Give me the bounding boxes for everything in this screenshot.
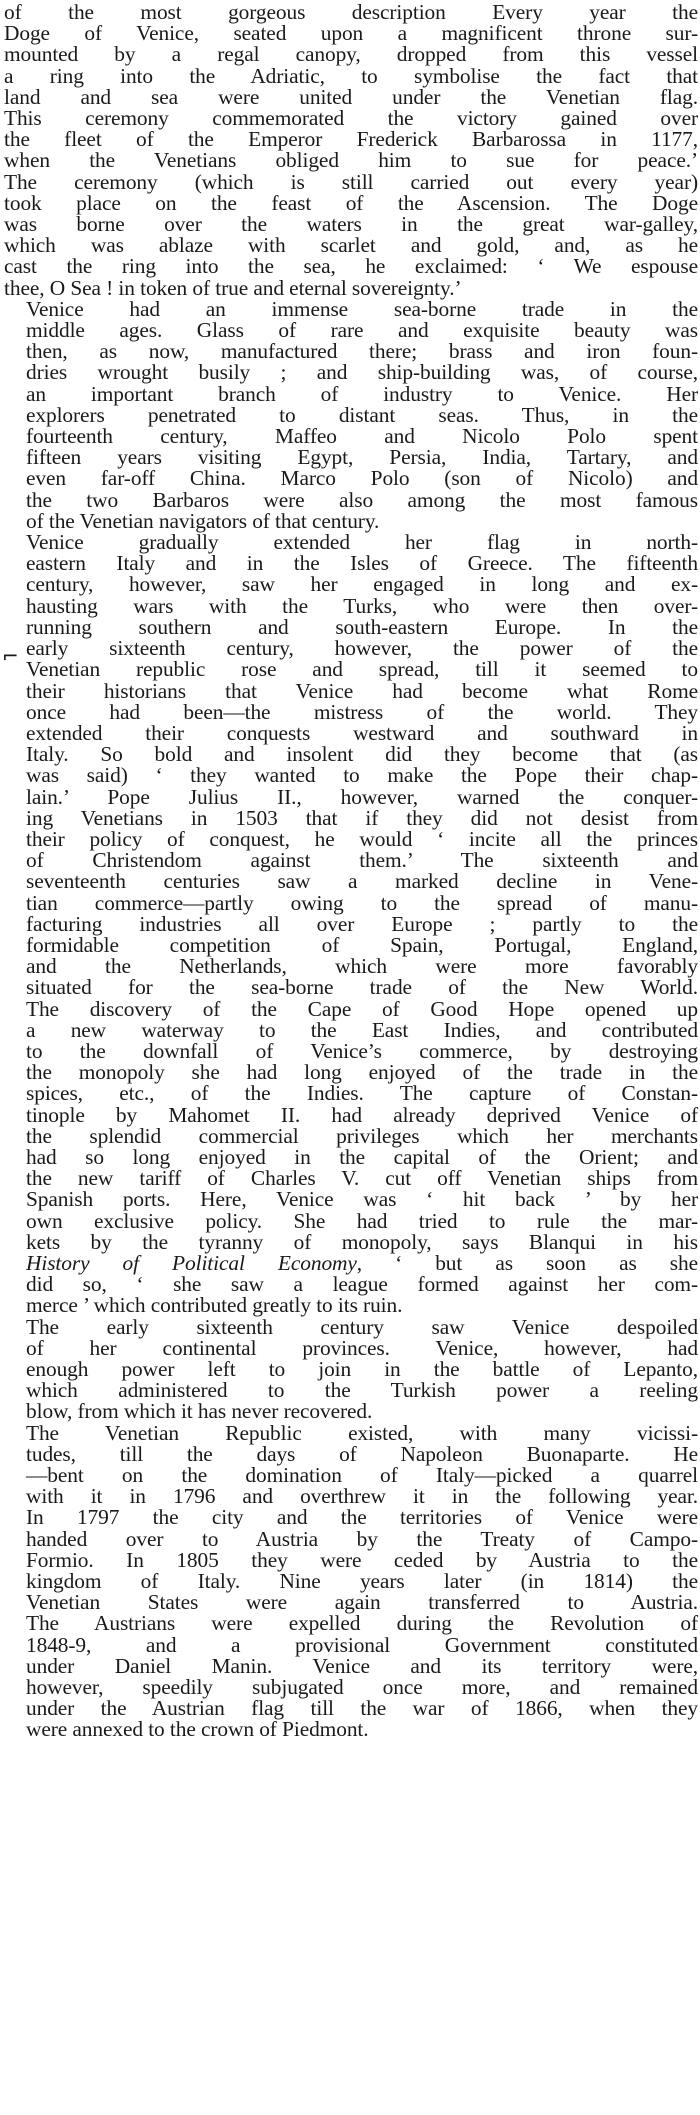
text-line: Venice gradually extended her flag in north- (26, 530, 698, 555)
text-line: The Venetian Republic existed, with many vicissi- (26, 1420, 698, 1445)
text-line: their historians that Venice had become what Rome (26, 678, 698, 703)
text-line: land and sea were united under the Venetian flag. (4, 84, 698, 109)
text-line: Doge of Venice, seated upon a magnificent throne sur- (4, 21, 698, 46)
text-line: facturing industries all over Europe ; partly to the (26, 911, 698, 936)
text-line: The ceremony (which is still carried out every year) (4, 169, 698, 194)
text-line: century, however, saw her engaged in long and ex- (26, 572, 698, 597)
book-title: History of Political Economy (26, 1250, 357, 1275)
text-line: of Christendom against them.’ The sixteenth and (26, 848, 698, 873)
text-line: The early sixteenth century saw Venice despoiled (26, 1314, 698, 1339)
text-line: Venetian States were again transferred to Austria. (26, 1590, 698, 1615)
text-line: the fleet of the Emperor Frederick Barbarossa in 1177, (4, 127, 698, 152)
text-line: the monopoly she had long enjoyed of the trade in the (26, 1060, 698, 1085)
text-line: ing Venetians in 1503 that if they did not desist from (26, 805, 698, 830)
text-line: fourteenth century, Maffeo and Nicolo Polo spent (26, 424, 698, 449)
text-line: enough power left to join in the battle of Lepanto, (26, 1357, 698, 1381)
text-line: lain.’ Pope Julius II., however, warned the conquer- (26, 784, 698, 809)
text-line: explorers penetrated to distant seas. Thus, in the (26, 402, 698, 427)
text-line: Venetian republic rose and spread, till it seemed to (26, 657, 698, 682)
text-line: own exclusive policy. She had tried to rule the mar- (26, 1208, 698, 1233)
text-line: seventeenth centuries saw a marked decline in Vene- (26, 869, 698, 894)
text-line: mounted by a regal canopy, dropped from this vessel (4, 42, 698, 67)
text-line: formidable competition of Spain, Portugal, England, (26, 932, 698, 957)
text-line: 1848-9, and a provisional Government constituted (26, 1632, 698, 1657)
text-line: handed over to Austria by the Treaty of Campo- (26, 1526, 698, 1551)
text-line: then, as now, manufactured there; brass and iron foun- (26, 339, 698, 364)
text-line: Formio. In 1805 they were ceded by Austria to the (26, 1547, 698, 1572)
text-line: took place on the feast of the Ascension. The Doge (4, 190, 698, 215)
text-line: hausting wars with the Turks, who were then over- (26, 593, 698, 618)
text-line: tinople by Mahomet II. had already deprived Venice of (26, 1102, 698, 1127)
margin-pencil-mark: ⌐ (2, 644, 19, 668)
text-line: the two Barbaros were also among the most famous (26, 487, 698, 512)
text-line: spices, etc., of the Indies. The capture of Constan- (26, 1081, 698, 1106)
text-line: a new waterway to the East Indies, and contributed (26, 1017, 698, 1042)
text-line: with it in 1796 and overthrew it in the following year. (26, 1484, 698, 1509)
text-line: Venice had an immense sea-borne trade in the (26, 296, 698, 321)
text-line: Spanish ports. Here, Venice was ‘ hit back ’ by her (26, 1187, 698, 1212)
paragraph (4, 1314, 698, 1424)
text-line: This ceremony commemorated the victory gained over (4, 106, 698, 131)
text-line: Italy. So bold and insolent did they become that (as (26, 742, 698, 767)
text-line: was said) ‘ they wanted to make the Pope their chap- (26, 763, 698, 788)
text-line: did so, ‘ she saw a league formed against her com- (26, 1272, 698, 1297)
paragraph (4, 296, 698, 533)
text-line: —bent on the domination of Italy—picked a quarrel (26, 1463, 698, 1488)
text-line: fifteen years visiting Egypt, Persia, India, Tartary, and (26, 445, 698, 470)
text-line: The Austrians were expelled during the Revolution of (26, 1611, 698, 1636)
text-line: The discovery of the Cape of Good Hope opened up (26, 996, 698, 1021)
paragraph (4, 1420, 698, 1742)
text-line: to the downfall of Venice’s commerce, by destroying (26, 1038, 698, 1063)
text-line: situated for the sea-borne trade of the New World. (26, 975, 698, 1000)
text-line: of the Venetian navigators of that century. (26, 508, 380, 533)
text-line: their policy of conquest, he would ‘ incite all the princes (26, 826, 698, 851)
text-line: running southern and south-eastern Europe. In the (26, 614, 698, 639)
text-line: of the most gorgeous description Every year the (4, 0, 698, 24)
text-line: thee, O Sea ! in token of true and eternal sovereignty.’ (4, 275, 462, 300)
text-line: History of Political Economy, ‘ but as soon as she (26, 1250, 698, 1275)
text-line: extended their conquests westward and southward in (26, 720, 698, 745)
text-line: however, speedily subjugated once more, and remained (26, 1675, 698, 1700)
text-column (4, 2, 698, 1741)
text-line: of her continental provinces. Venice, however, had (26, 1335, 698, 1360)
text-line: tian commerce—partly owing to the spread of manu- (26, 890, 698, 915)
text-line: were annexed to the crown of Piedmont. (26, 1717, 369, 1742)
text-line: the splendid commercial privileges which her merchants (26, 1123, 698, 1148)
text-line: was borne over the waters in the great war-galley, (4, 212, 698, 237)
text-line: kingdom of Italy. Nine years later (in 1814) the (26, 1569, 698, 1594)
text-line: dries wrought busily ; and ship-building was, of course, (26, 360, 698, 385)
text-line: which administered to the Turkish power a reeling (26, 1378, 698, 1403)
text-line: blow, from which it has never recovered. (26, 1399, 373, 1424)
text-line: a ring into the Adriatic, to symbolise the fact that (4, 63, 698, 88)
text-line: eastern Italy and in the Isles of Greece. The fifteenth (26, 551, 698, 576)
text-line: even far-off China. Marco Polo (son of Nicolo) and (26, 466, 698, 491)
paragraph (4, 2, 698, 299)
text-line: middle ages. Glass of rare and exquisite beauty was (26, 318, 698, 343)
text-line: kets by the tyranny of monopoly, says Blanqui in his (26, 1229, 698, 1254)
text-line: which was ablaze with scarlet and gold, and, as he (4, 233, 698, 258)
text-line: an important branch of industry to Venice. Her (26, 381, 698, 406)
text-line: had so long enjoyed in the capital of the Orient; and (26, 1144, 698, 1169)
text-line: when the Venetians obliged him to sue for peace.’ (4, 148, 698, 173)
text-line: In 1797 the city and the territories of Venice were (26, 1505, 698, 1530)
text-line: cast the ring into the sea, he exclaimed: ‘ We espouse (4, 254, 698, 279)
text-line: under Daniel Manin. Venice and its territory were, (26, 1653, 698, 1678)
text-line: and the Netherlands, which were more favorably (26, 954, 698, 979)
text-line: early sixteenth century, however, the power of the (26, 636, 698, 661)
text-line: the new tariff of Charles V. cut off Venetian ships from (26, 1166, 698, 1191)
paragraph (4, 532, 698, 1317)
text-line: under the Austrian flag till the war of 1866, when they (26, 1696, 698, 1721)
text-line: merce ’ which contributed greatly to its ruin. (26, 1293, 403, 1318)
text-line: tudes, till the days of Napoleon Buonaparte. He (26, 1441, 698, 1466)
text-line: once had been—the mistress of the world. They (26, 699, 698, 724)
